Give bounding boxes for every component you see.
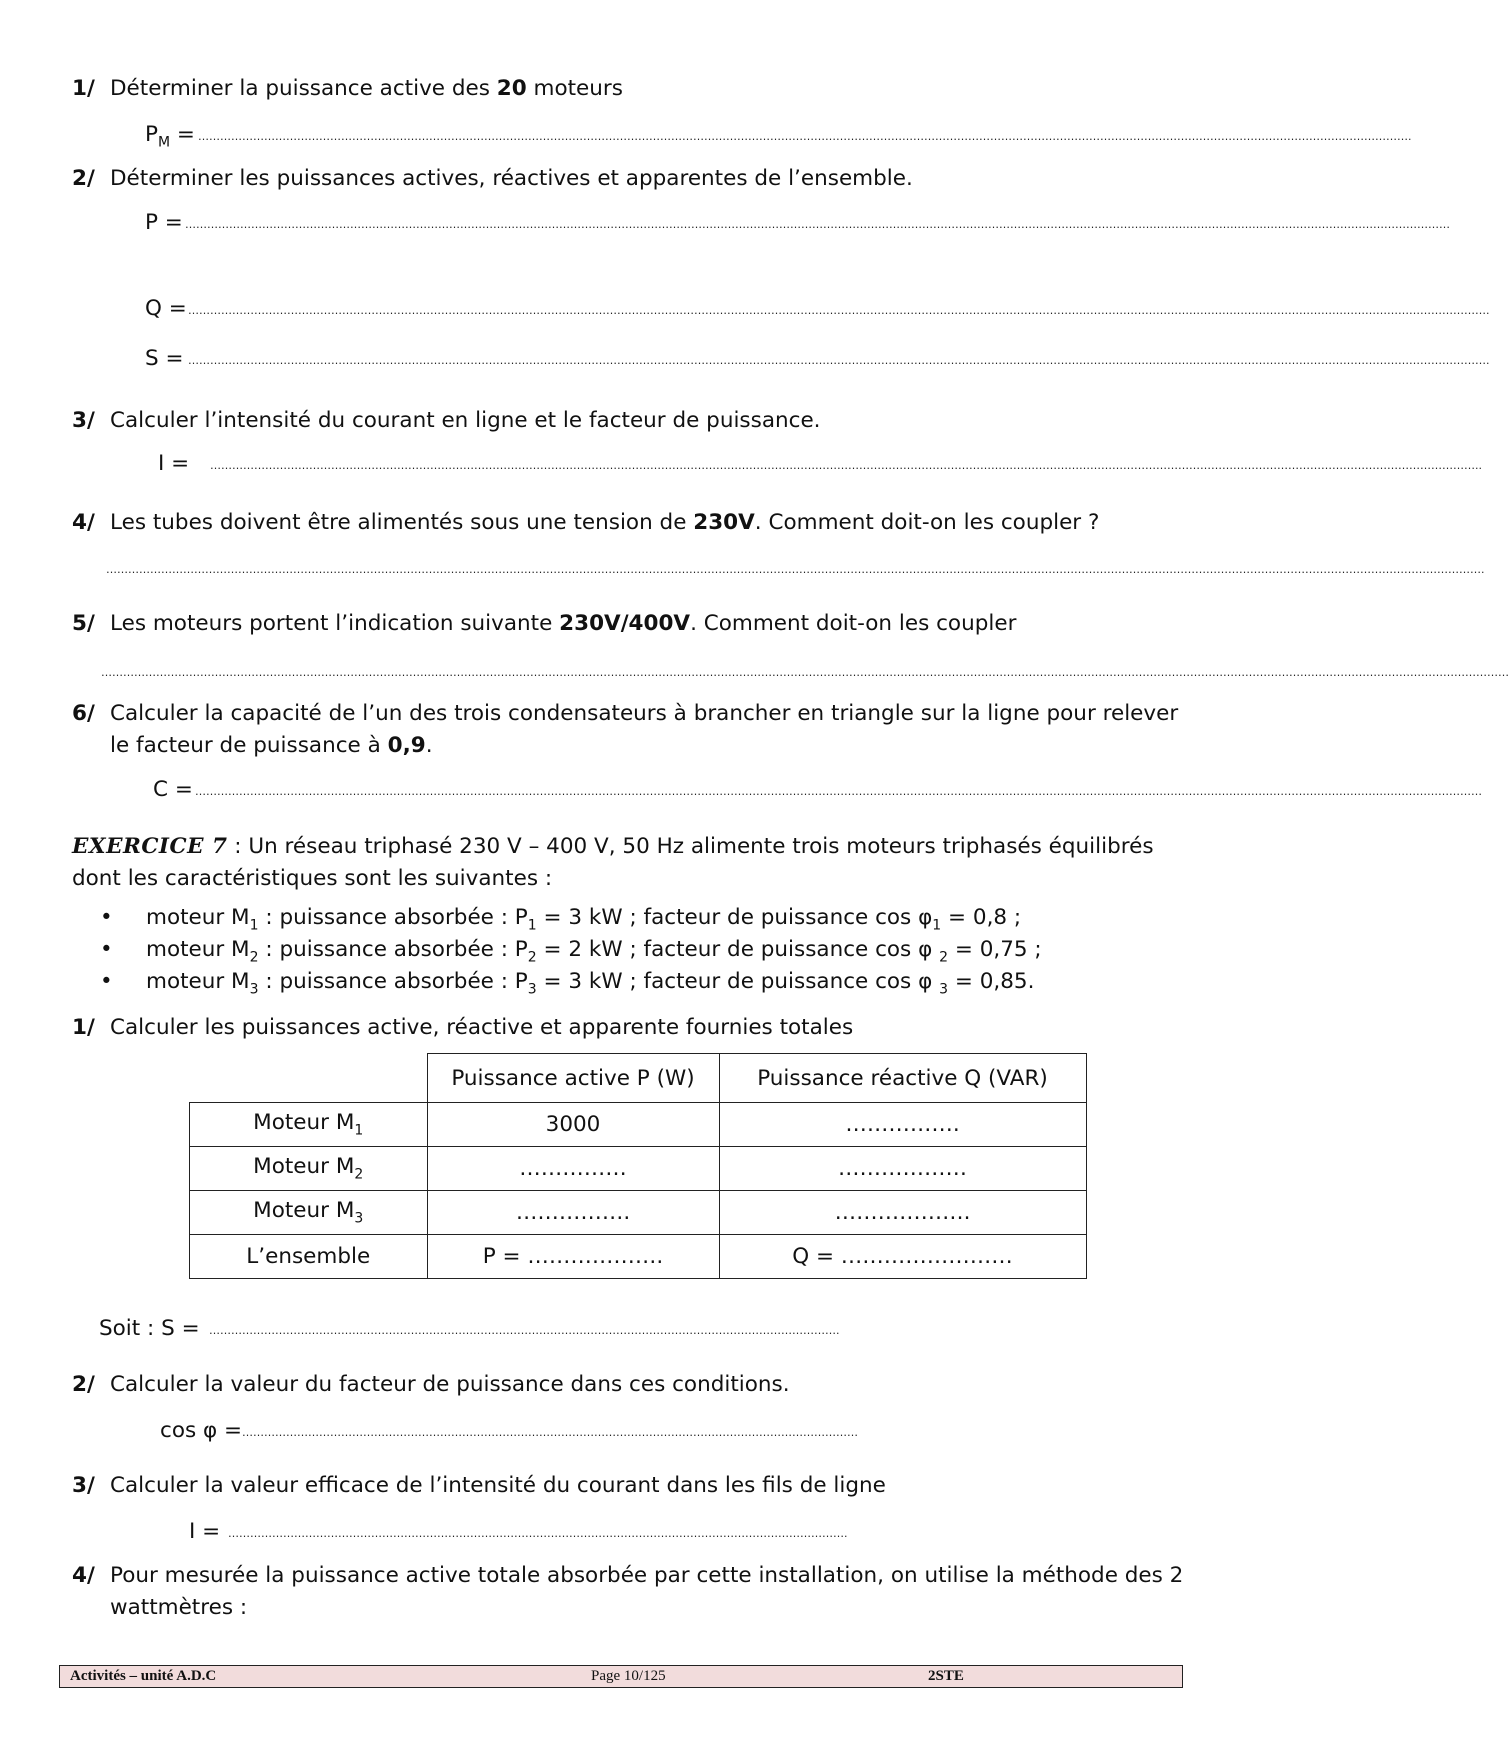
cell-q[interactable]: …………….: [719, 1103, 1086, 1147]
question-4: 4/ Les tubes doivent être alimentés sous une tension de 230V. Comment doit-on les coupler ?: [72, 510, 1100, 535]
table-row: [190, 1191, 1087, 1235]
table-row: [190, 1147, 1087, 1191]
table-row: [190, 1103, 1087, 1147]
table-header: Puissance active P (W): [427, 1054, 719, 1103]
motor-list: [100, 905, 1042, 1001]
q-answer-label: Q =: [145, 296, 187, 321]
bullet-icon: •: [100, 937, 113, 962]
s-answer-label: S =: [145, 346, 184, 371]
row-label: Moteur $M_2$: [190, 1147, 428, 1191]
list-item: • moteur $M_2$ : puissance absorbée : $P_2 = 2$ kW ; facteur de puissance cos φ $_2$ = 0,75 ;: [100, 937, 1042, 966]
page-footer: [59, 1665, 1183, 1688]
s-total-answer-line[interactable]: ……………………………………………………………………………………………………………………………………………………….: [209, 1324, 840, 1337]
i2-answer-line[interactable]: …………………………………………………………………………………………………………………………………………………….: [228, 1527, 848, 1540]
question-2: 2/ Déterminer les puissances actives, réactives et apparentes de l’ensemble.: [72, 166, 913, 191]
question-4b-line2: wattmètres :: [110, 1595, 248, 1620]
question-1: 1/ Déterminer la puissance active des 20 moteurs: [72, 76, 623, 101]
cell-q[interactable]: ………………: [719, 1147, 1086, 1191]
cell-p[interactable]: P = ……………….: [427, 1235, 719, 1279]
exercise-7-intro: EXERCICE 7 : Un réseau triphasé 230 V – 400 V, 50 Hz alimente trois moteurs triphasés équilibrés: [72, 834, 1154, 859]
question-6-line2: le facteur de puissance à 0,9.: [110, 733, 433, 758]
s-answer-line[interactable]: ………………………………………………………………………………………………………………………………………………………………………………………………………………………………………………………………………………………………………………………….: [188, 354, 1490, 367]
p-answer-line[interactable]: …………………………………………………………………………………………………………………………………………………………………………………………………………………………………………………………………………………………………………………: [185, 218, 1450, 231]
i-answer-label: I =: [158, 451, 190, 476]
cell-p: 3000: [427, 1103, 719, 1147]
question-5: 5/ Les moteurs portent l’indication suivante 230V/400V. Comment doit-on les coupler: [72, 611, 1017, 636]
row-label: Moteur $M_3$: [190, 1191, 428, 1235]
footer-left: Activités – unité A.D.C: [70, 1668, 217, 1684]
p-answer-label: P =: [145, 210, 183, 235]
exercise-title: EXERCICE 7: [72, 834, 228, 859]
pm-answer-line[interactable]: …………………………………………………………………………………………………………………………………………………………………………………………………………………………………………………………………………………………………….: [198, 130, 1412, 143]
power-table: [189, 1053, 1087, 1279]
c-answer-label: C =: [153, 777, 193, 802]
list-item: • moteur $M_3$ : puissance absorbée : $P_3 = 3$ kW ; facteur de puissance cos φ $_3$ = 0,85.: [100, 969, 1035, 998]
i2-answer-label: I =: [189, 1519, 221, 1544]
question-4b: 4/ Pour mesurée la puissance active totale absorbée par cette installation, on utilise la méthode des 2: [72, 1563, 1184, 1588]
q-answer-line[interactable]: ………………………………………………………………………………………………………………………………………………………………………………………………………………………………………………………………………………………………………………………….: [188, 304, 1490, 317]
list-item: • moteur $M_1$ : puissance absorbée : $P_1 = 3$ kW ; facteur de puissance $\cos \varphi_1 = 0,8$ ;: [100, 905, 1022, 934]
table-row: [190, 1235, 1087, 1279]
row-label: L’ensemble: [190, 1235, 428, 1279]
cos-phi-answer-line[interactable]: ……………………………………………………………………………………………………………………………………………………: [242, 1426, 858, 1439]
cell-p[interactable]: ……………: [427, 1147, 719, 1191]
c-answer-line[interactable]: ………………………………………………………………………………………………………………………………………………………………………………………………………………………………………………………………………………………………………………………: [195, 785, 1482, 798]
cos-phi-label: cos φ =: [160, 1418, 243, 1443]
question-6: 6/ Calculer la capacité de l’un des trois condensateurs à brancher en triangle sur la ligne pour relever: [72, 701, 1179, 726]
cell-q[interactable]: Q = ……………………: [719, 1235, 1086, 1279]
s-total-label: Soit : S =: [99, 1316, 200, 1341]
cell-q[interactable]: ……………….: [719, 1191, 1086, 1235]
question-3b: 3/ Calculer la valeur efficace de l’intensité du courant dans les fils de ligne: [72, 1473, 886, 1498]
pm-answer-label: $P_M$ =: [145, 122, 195, 151]
exercise-7-intro-line2: dont les caractéristiques sont les suivantes :: [72, 866, 553, 891]
q4-answer-line[interactable]: …………………………………………………………………………………………………………………………………………………………………………………………………………………………………………………………………………………………………………………………………………….: [106, 563, 1485, 576]
q5-answer-line[interactable]: ……………………………………………………………………………………………………………………………………………………………………………………………………………………………………………………………………………………………………………………………………………………: [101, 666, 1509, 679]
bullet-icon: •: [100, 905, 113, 930]
cell-p[interactable]: …………….: [427, 1191, 719, 1235]
bullet-icon: •: [100, 969, 113, 994]
table-corner: [190, 1054, 428, 1103]
question-2b: 2/ Calculer la valeur du facteur de puissance dans ces conditions.: [72, 1372, 790, 1397]
footer-right: 2STE: [928, 1668, 964, 1684]
i-answer-line[interactable]: …………………………………………………………………………………………………………………………………………………………………………………………………………………………………………………………………………………………………………………..: [210, 459, 1482, 472]
row-label: Moteur $M_1$: [190, 1103, 428, 1147]
question-1b: 1/ Calculer les puissances active, réactive et apparente fournies totales: [72, 1015, 854, 1040]
table-header-row: [190, 1054, 1087, 1103]
question-3: 3/ Calculer l’intensité du courant en ligne et le facteur de puissance.: [72, 408, 821, 433]
table-header: Puissance réactive Q (VAR): [719, 1054, 1086, 1103]
footer-page-number: Page 10/125: [591, 1668, 666, 1684]
